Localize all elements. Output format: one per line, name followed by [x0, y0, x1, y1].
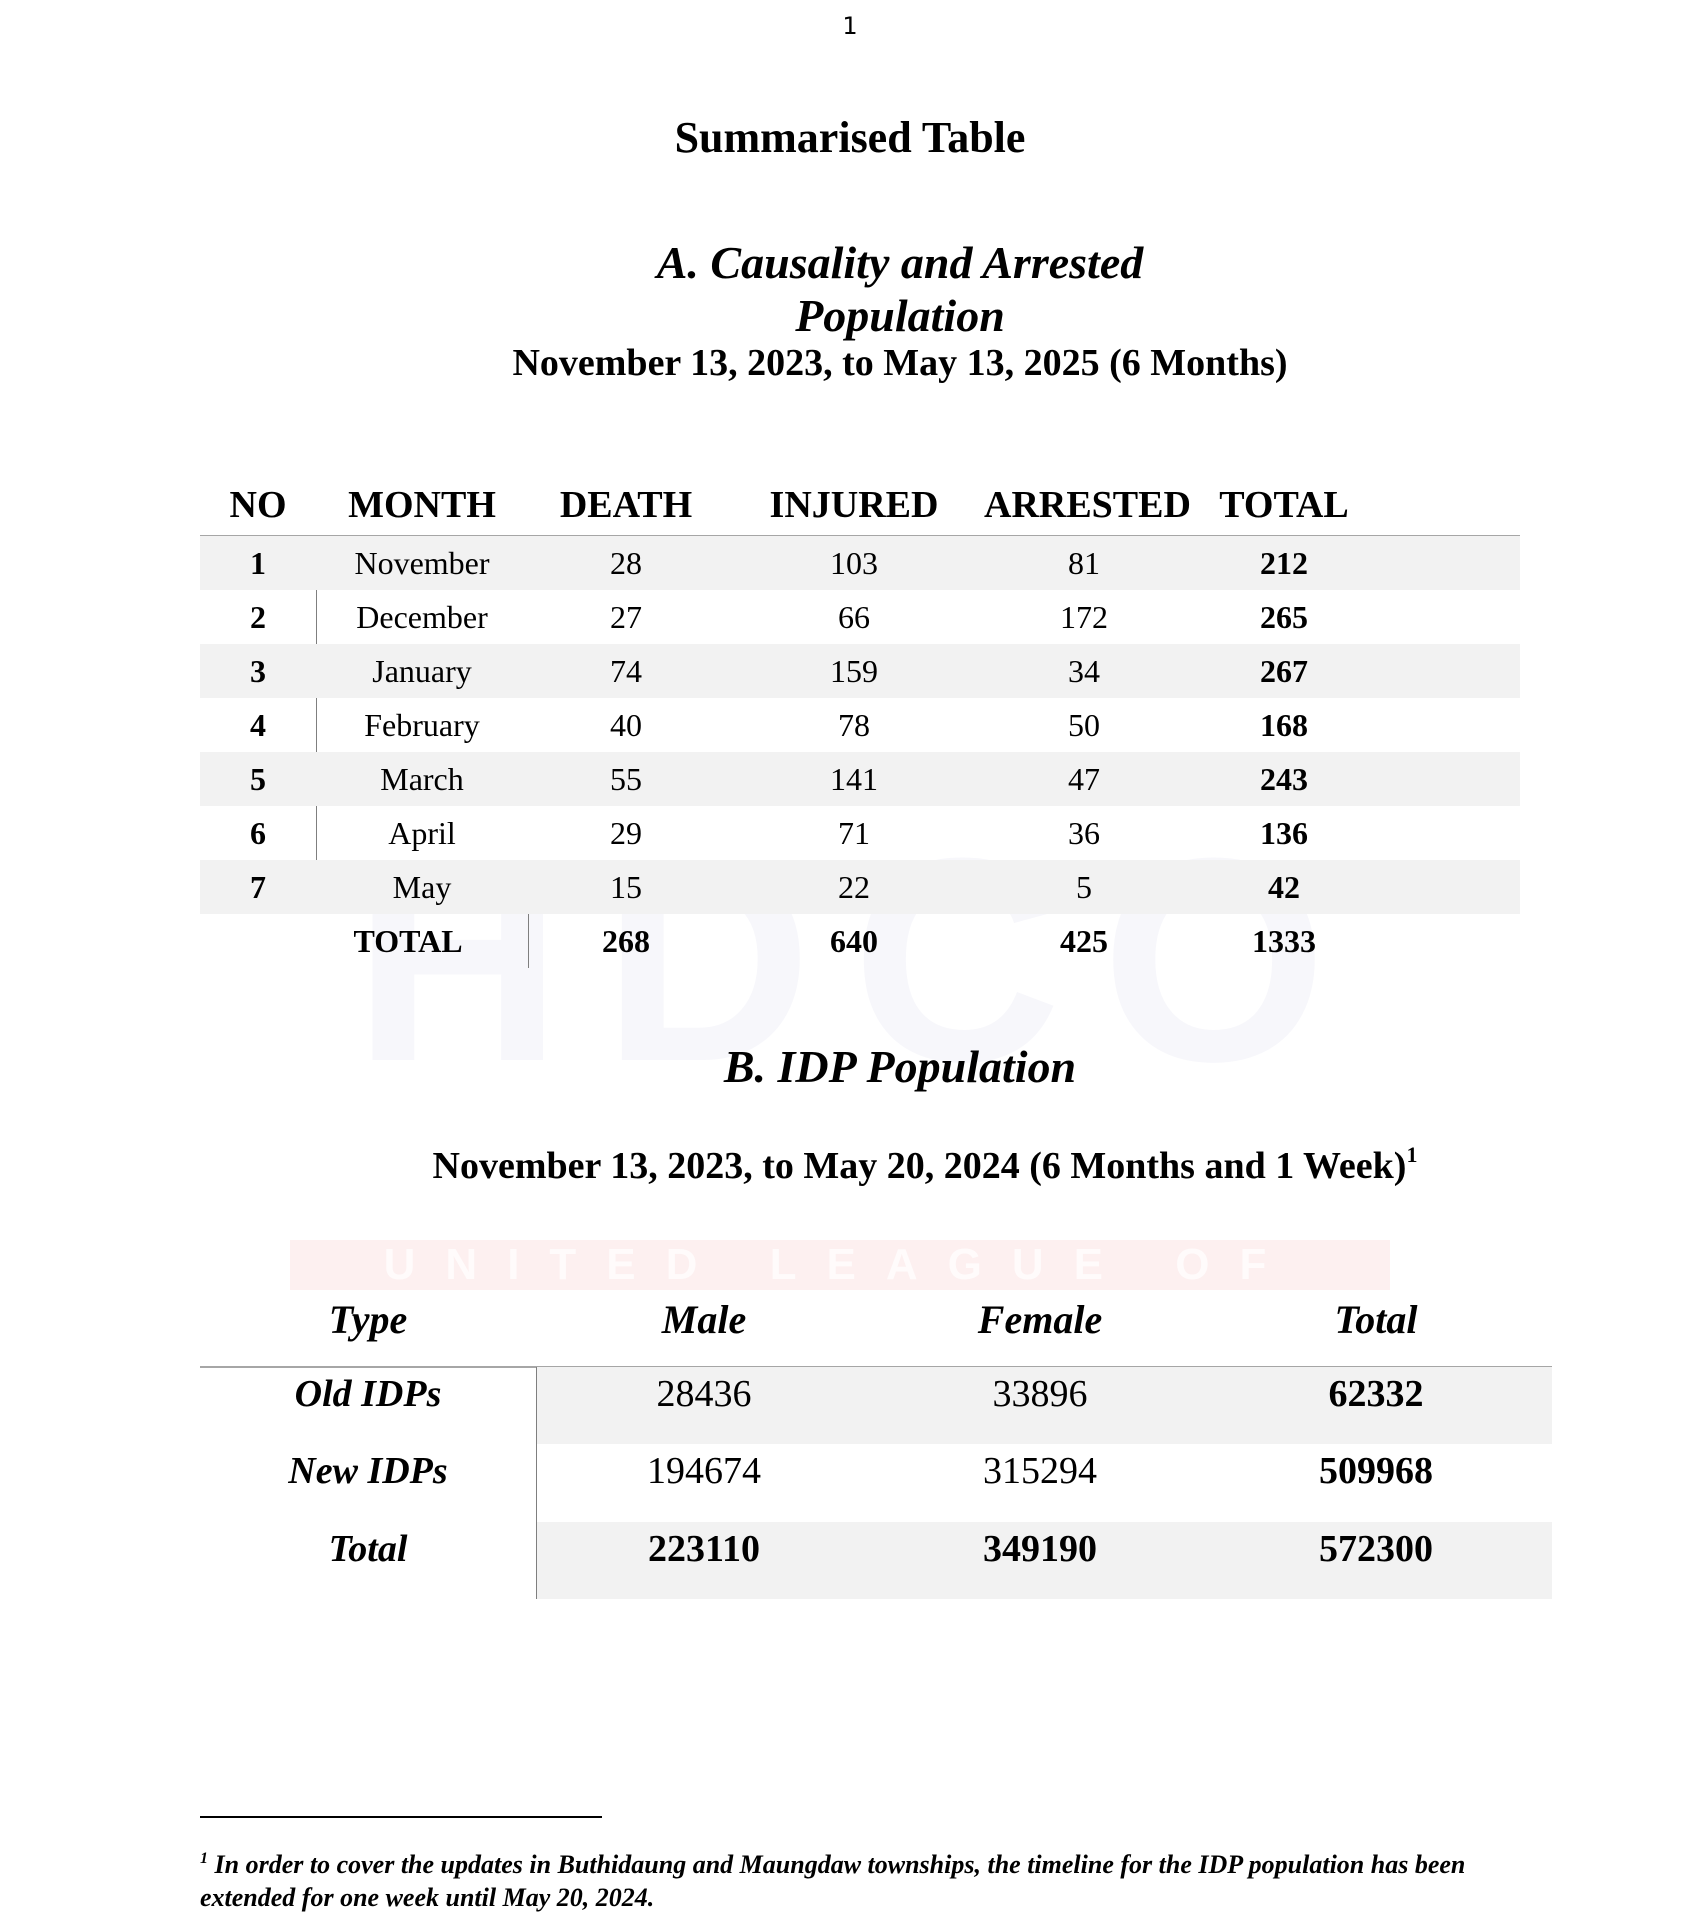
cell-arrested: 81 — [1068, 545, 1100, 581]
footnote-text: In order to cover the updates in Buthidaung and Maungdaw townships, the timeline for the IDP population has been extended for one week until May 20, 2024. — [200, 1850, 1466, 1912]
cell-month: November — [354, 545, 490, 581]
watermark-strip: UNITED LEAGUE OF — [290, 1240, 1390, 1290]
cell-total: 267 — [1260, 653, 1308, 689]
col-header-type: Type — [328, 1297, 408, 1342]
cell-arrested: 5 — [1076, 869, 1092, 905]
section-b-date-range: November 13, 2023, to May 20, 2024 (6 Months and 1 Week)$^1$ — [432, 1142, 1418, 1187]
section-b-heading: B. IDP Population — [723, 1041, 1077, 1092]
cell-no: 3 — [250, 653, 266, 689]
footnote-separator — [200, 1816, 602, 1818]
cell-total: 62332 — [1328, 1373, 1424, 1415]
cell-total: 42 — [1268, 869, 1300, 905]
cell-no: 1 — [250, 545, 266, 581]
cell-no: 5 — [250, 761, 266, 797]
cell-month: April — [388, 815, 456, 851]
col-header-female: Female — [977, 1297, 1103, 1342]
cell-arrested: 36 — [1068, 815, 1100, 851]
cell-male: 223110 — [648, 1528, 760, 1570]
cell-no: 4 — [250, 707, 266, 743]
cell-arrested: 34 — [1068, 653, 1100, 689]
row-label: Old IDPs — [294, 1373, 442, 1415]
cell-injured: 22 — [838, 869, 870, 905]
cell-female: 349190 — [983, 1528, 1097, 1570]
cell-no: 2 — [250, 599, 266, 635]
col-header-no: NO — [229, 484, 287, 526]
col-header-injured: INJURED — [769, 484, 939, 526]
cell-total: 212 — [1260, 545, 1308, 581]
cell-death: 40 — [610, 707, 642, 743]
row-label: New IDPs — [288, 1450, 448, 1492]
document-title: Summarised Table — [674, 113, 1026, 162]
cell-female: 315294 — [983, 1450, 1097, 1492]
cell-arrested: 47 — [1068, 761, 1100, 797]
cell-total: 243 — [1260, 761, 1308, 797]
cell-male: 28436 — [656, 1373, 752, 1415]
row-label: Total — [328, 1528, 408, 1570]
col-header-month: MONTH — [348, 484, 496, 526]
total-injured: 640 — [830, 923, 878, 959]
cell-male: 194674 — [647, 1450, 761, 1492]
cell-arrested: 50 — [1068, 707, 1100, 743]
cell-injured: 71 — [838, 815, 870, 851]
footnote — [200, 1842, 1520, 1914]
cell-arrested: 172 — [1060, 599, 1108, 635]
cell-injured: 141 — [830, 761, 878, 797]
cell-injured: 159 — [830, 653, 878, 689]
total-row-label: TOTAL — [353, 923, 463, 959]
page-number: 1 — [842, 12, 858, 40]
footnote-ref: 1 — [1406, 1142, 1418, 1167]
cell-female: 33896 — [992, 1373, 1088, 1415]
cell-month: January — [372, 653, 472, 689]
total-death: 268 — [602, 923, 650, 959]
cell-death: 28 — [610, 545, 642, 581]
col-header-male: Male — [661, 1297, 747, 1342]
col-header-arrested: ARRESTED — [984, 484, 1191, 526]
col-header-total: Total — [1334, 1297, 1418, 1342]
col-header-death: DEATH — [559, 484, 693, 526]
cell-injured: 78 — [838, 707, 870, 743]
cell-month: March — [380, 761, 464, 797]
cell-month: May — [392, 869, 452, 905]
cell-injured: 103 — [830, 545, 878, 581]
cell-total: 168 — [1260, 707, 1308, 743]
col-header-total: TOTAL — [1219, 484, 1349, 526]
cell-death: 29 — [610, 815, 642, 851]
cell-month: December — [356, 599, 488, 635]
cell-total: 509968 — [1319, 1450, 1433, 1492]
footnote-marker: 1 — [200, 1850, 208, 1867]
cell-total: 572300 — [1319, 1528, 1433, 1570]
cell-no: 6 — [250, 815, 266, 851]
total-grand: 1333 — [1252, 923, 1316, 959]
section-a-date-range: November 13, 2023, to May 13, 2025 (6 Months) — [512, 342, 1288, 384]
cell-death: 15 — [610, 869, 642, 905]
total-arrested: 425 — [1060, 923, 1108, 959]
cell-month: February — [364, 707, 480, 743]
cell-total: 136 — [1260, 815, 1308, 851]
cell-death: 74 — [610, 653, 642, 689]
cell-total: 265 — [1260, 599, 1308, 635]
cell-death: 27 — [610, 599, 642, 635]
cell-no: 7 — [250, 869, 266, 905]
cell-death: 55 — [610, 761, 642, 797]
section-a-heading: A. Causality and Arrested Population — [656, 237, 1144, 341]
cell-injured: 66 — [838, 599, 870, 635]
